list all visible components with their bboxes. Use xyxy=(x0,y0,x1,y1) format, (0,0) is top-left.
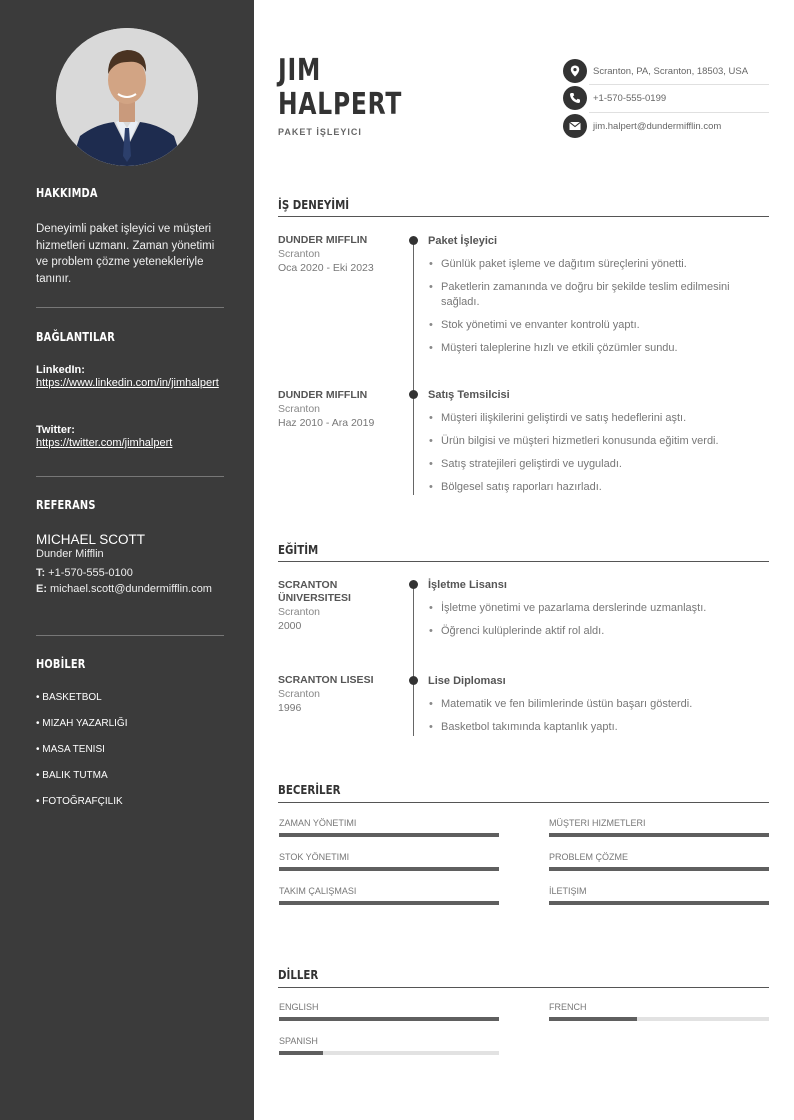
skill-bar xyxy=(549,901,769,905)
hobbies-list xyxy=(36,691,224,821)
skills-heading: BECERİLER xyxy=(278,782,341,797)
languages-heading: DİLLER xyxy=(278,967,319,982)
language-name: SPANISH xyxy=(279,1036,318,1046)
reference-heading: REFERANS xyxy=(36,498,96,512)
education-item-detail xyxy=(428,674,768,735)
skill-name: MÜŞTERI HIZMETLERI xyxy=(549,818,646,828)
list-item: • Günlük paket işleme ve dağıtım süreçlerini yönetti. xyxy=(428,257,768,272)
skill-item xyxy=(549,852,769,871)
timeline-line xyxy=(413,584,414,736)
reference-phone: +1-570-555-0100 xyxy=(48,567,133,579)
skill-bar-fill xyxy=(549,901,769,905)
hobby-item: • FOTOĞRAFÇILIK xyxy=(36,796,123,807)
skill-name: PROBLEM ÇÖZME xyxy=(549,852,629,862)
timeline-dot xyxy=(409,676,418,685)
hobby-item: • BASKETBOL xyxy=(36,692,102,703)
skill-name: STOK YÖNETIMI xyxy=(279,852,350,862)
hobby-item: • MIZAH YAZARLIĞI xyxy=(36,718,128,729)
language-name: FRENCH xyxy=(549,1002,587,1012)
list-item: • Öğrenci kulüplerinde aktif rol aldı. xyxy=(428,624,768,639)
timeline-dot xyxy=(409,390,418,399)
reference-email: michael.scott@dundermifflin.com xyxy=(50,583,212,595)
list-item: • Matematik ve fen bilimlerinde üstün başarı gösterdi. xyxy=(428,697,768,712)
skill-bar xyxy=(549,867,769,871)
skill-bar-fill xyxy=(549,867,769,871)
reference-company: Dunder Mifflin xyxy=(36,548,104,560)
experience-item-detail xyxy=(428,234,768,356)
skill-name: İLETIŞIM xyxy=(549,886,587,896)
bullet-list xyxy=(428,411,768,495)
list-item: • Paketlerin zamanında ve doğru bir şekilde teslim edilmesini sağladı. xyxy=(428,280,768,310)
experience-item-meta xyxy=(278,389,398,430)
email-text[interactable]: jim.halpert@dundermifflin.com xyxy=(593,120,722,132)
degree-title: Lise Diploması xyxy=(428,675,506,687)
linkedin-link[interactable]: https://www.linkedin.com/in/jimhalpert xyxy=(36,377,219,389)
skill-bar-fill xyxy=(549,833,769,837)
role-title: Satış Temsilcisi xyxy=(428,389,510,401)
skill-bar-fill xyxy=(279,867,499,871)
skill-item xyxy=(549,886,769,905)
company-name: DUNDER MIFFLIN xyxy=(278,389,368,401)
experience-item-meta xyxy=(278,234,398,275)
language-item xyxy=(549,1002,769,1021)
education-item-detail xyxy=(428,578,768,639)
contact-phone xyxy=(563,85,769,111)
school-name: SCRANTON LISESI xyxy=(278,674,374,686)
language-bar-fill xyxy=(279,1051,323,1055)
divider xyxy=(36,635,224,636)
profile-photo xyxy=(56,28,198,166)
education-item-meta xyxy=(278,579,388,633)
skill-bar-fill xyxy=(279,833,499,837)
bullet-list xyxy=(428,601,768,639)
reference-name: MICHAEL SCOTT xyxy=(36,532,146,547)
about-heading: HAKKIMDA xyxy=(36,186,98,200)
skill-bar xyxy=(279,901,499,905)
graduation-year: 2000 xyxy=(278,620,302,632)
location-pin-icon xyxy=(563,59,587,83)
date-range: Oca 2020 - Eki 2023 xyxy=(278,262,374,274)
language-bar xyxy=(279,1017,499,1021)
language-bar-fill xyxy=(549,1017,637,1021)
education-heading: EĞİTİM xyxy=(278,542,319,557)
date-range: Haz 2010 - Ara 2019 xyxy=(278,417,375,429)
list-item: • Satış stratejileri geliştirdi ve uyguladı. xyxy=(428,457,768,472)
skill-bar xyxy=(279,833,499,837)
timeline-line xyxy=(413,240,414,495)
divider xyxy=(36,476,224,477)
school-name: SCRANTON ÜNIVERSITESI xyxy=(278,579,351,604)
language-bar-fill xyxy=(279,1017,499,1021)
education-item-meta xyxy=(278,674,398,715)
language-name: ENGLISH xyxy=(279,1002,319,1012)
reference-phone-label: T: xyxy=(36,567,46,579)
skill-item xyxy=(279,852,499,871)
bullet-list xyxy=(428,257,768,356)
contact-address xyxy=(563,58,769,84)
list-item: • Ürün bilgisi ve müşteri hizmetleri konusunda eğitim verdi. xyxy=(428,434,768,449)
phone-text: +1-570-555-0199 xyxy=(593,92,667,104)
experience-heading: İŞ DENEYİMİ xyxy=(278,197,350,212)
skill-bar xyxy=(549,833,769,837)
bullet-list xyxy=(428,697,768,735)
address-text: Scranton, PA, Scranton, 18503, USA xyxy=(593,65,749,77)
language-bar xyxy=(549,1017,769,1021)
company-name: DUNDER MIFFLIN xyxy=(278,234,368,246)
list-item: • Basketbol takımında kaptanlık yaptı. xyxy=(428,720,768,735)
phone-icon xyxy=(563,86,587,110)
section-rule xyxy=(278,216,769,217)
skill-item xyxy=(279,886,499,905)
skill-item xyxy=(549,818,769,837)
timeline-dot xyxy=(409,580,418,589)
about-text: Deneyimli paket işleyici ve müşteri hizmetleri uzmanı. Zaman yönetimi ve problem çözme yetenekleriyle tanınır. xyxy=(36,223,215,285)
skill-item xyxy=(279,818,499,837)
company-location: Scranton xyxy=(278,248,321,260)
linkedin-label: LinkedIn: xyxy=(36,364,85,376)
hobbies-heading: HOBİLER xyxy=(36,657,86,671)
skill-name: TAKIM ÇALIŞMASI xyxy=(279,886,357,896)
section-rule xyxy=(278,987,769,988)
hobby-item: • MASA TENISI xyxy=(36,744,105,755)
list-item: • Stok yönetimi ve envanter kontrolü yaptı. xyxy=(428,318,768,333)
language-bar xyxy=(279,1051,499,1055)
reference-email-label: E: xyxy=(36,583,47,595)
twitter-label: Twitter: xyxy=(36,424,75,436)
role-title: Paket İşleyici xyxy=(428,235,498,247)
contact-email xyxy=(563,113,769,139)
section-rule xyxy=(278,561,769,562)
graduation-year: 1996 xyxy=(278,702,302,714)
skill-bar-fill xyxy=(279,901,499,905)
job-title: PAKET İŞLEYICI xyxy=(278,127,362,137)
list-item: • Müşteri ilişkilerini geliştirdi ve satış hedeflerini aştı. xyxy=(428,411,768,426)
language-item xyxy=(279,1002,499,1021)
language-item xyxy=(279,1036,499,1055)
section-rule xyxy=(278,802,769,803)
hobby-item: • BALIK TUTMA xyxy=(36,770,108,781)
avatar xyxy=(56,28,198,166)
company-location: Scranton xyxy=(278,403,321,415)
twitter-link[interactable]: https://twitter.com/jimhalpert xyxy=(36,437,173,449)
links-heading: BAĞLANTILAR xyxy=(36,330,115,344)
full-name xyxy=(278,54,402,122)
school-location: Scranton xyxy=(278,606,321,618)
divider xyxy=(36,307,224,308)
list-item: • İşletme yönetimi ve pazarlama derslerinde uzmanlaştı. xyxy=(428,601,768,616)
list-item: • Bölgesel satış raporları hazırladı. xyxy=(428,480,768,495)
degree-title: İşletme Lisansı xyxy=(428,579,507,591)
last-name: HALPERT xyxy=(278,87,403,122)
sidebar xyxy=(0,0,254,1120)
school-location: Scranton xyxy=(278,688,321,700)
timeline-dot xyxy=(409,236,418,245)
first-name: JIM xyxy=(278,53,322,88)
envelope-icon xyxy=(563,114,587,138)
experience-item-detail xyxy=(428,388,768,495)
list-item: • Müşteri taleplerine hızlı ve etkili çözümler sundu. xyxy=(428,341,768,356)
skill-name: ZAMAN YÖNETIMI xyxy=(279,818,357,828)
skill-bar xyxy=(279,867,499,871)
